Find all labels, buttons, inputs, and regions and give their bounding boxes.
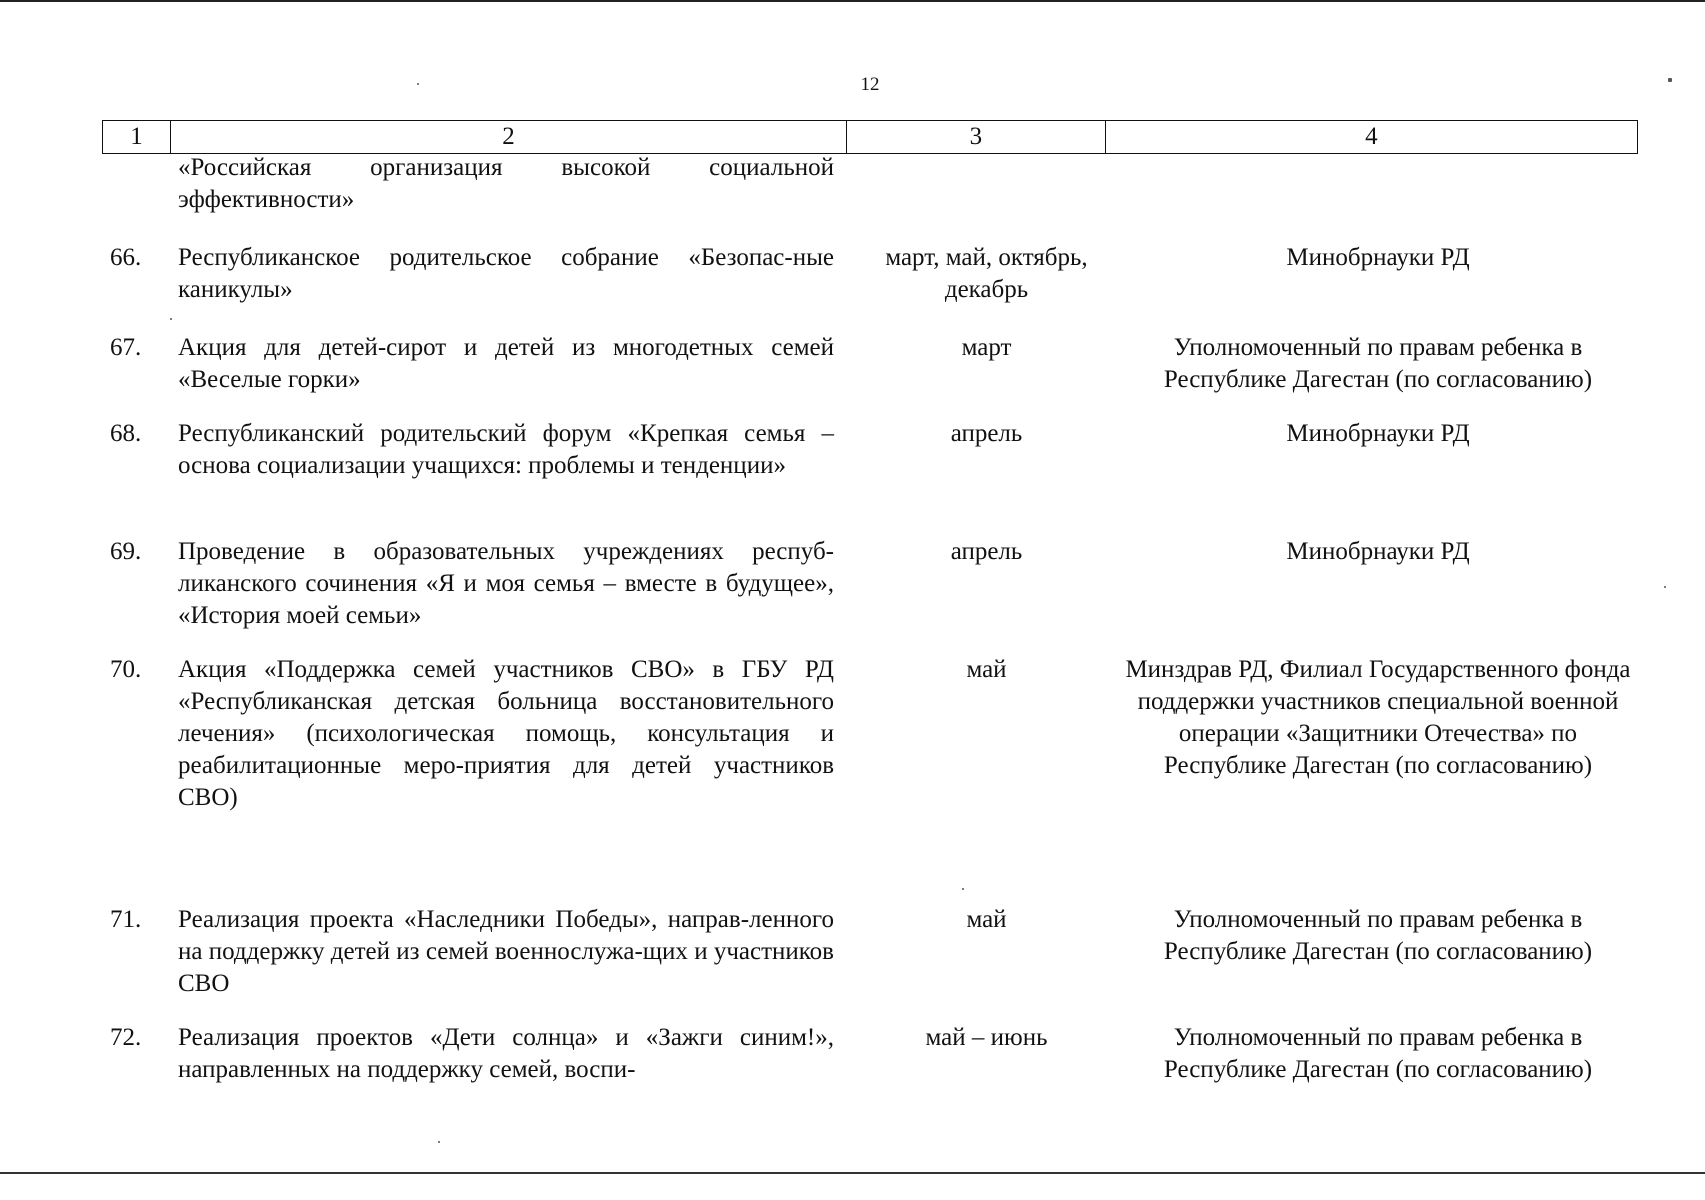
row-event: Акция для детей-сирот и детей из многодетных семей «Веселые горки» [178,334,834,393]
row-number: 68. [110,420,142,447]
row-responsible: Уполномоченный по правам ребенка в Республике Дагестан (по согласованию) [1163,1024,1593,1083]
row-period: апрель [950,420,1023,447]
table-header-row [102,120,1638,154]
row-responsible: Минздрав РД, Филиал Государственного фонда поддержки участников специальной военной операции «Защитники Отечества» по Республике Дагестан (по согласованию) [1125,656,1631,779]
scan-speck [1664,586,1666,588]
row-event: Республиканское родительское собрание «Безопас-ные каникулы» [178,244,834,303]
scan-speck [1668,78,1672,82]
row-period: май [966,656,1007,683]
row-period: апрель [950,538,1023,565]
scan-speck [417,83,419,85]
row-number: 72. [110,1024,142,1051]
row-responsible: Уполномоченный по правам ребенка в Республике Дагестан (по согласованию) [1163,334,1593,393]
scan-speck [438,1141,440,1143]
row-responsible: Минобрнауки РД [1286,538,1470,565]
row-responsible: Минобрнауки РД [1286,420,1470,447]
column-header-4: 4 [1365,123,1378,150]
row-period: май [966,906,1007,933]
row-number: 66. [110,244,142,271]
row-period: март, май, октябрь, декабрь [885,244,1088,303]
page-number: 12 [860,74,880,95]
row-number: 71. [110,906,142,933]
row-responsible: Уполномоченный по правам ребенка в Республике Дагестан (по согласованию) [1163,906,1593,965]
scan-speck [962,888,964,890]
page-bottom-edge [0,1172,1705,1174]
row-event: Республиканский родительский форум «Крепкая семья – основа социализации учащихся: проблемы и тенденции» [178,420,834,479]
row-number: 69. [110,538,142,565]
row-event: Реализация проектов «Дети солнца» и «Зажги синим!», направленных на поддержку семей, воспи- [178,1024,834,1083]
column-header-3: 3 [847,121,1106,153]
row-period: март [961,334,1012,361]
row-period: май – июнь [925,1024,1048,1051]
row-event: Акция «Поддержка семей участников СВО» в ГБУ РД «Республиканская детская больница восстановительного лечения» (психологическая помощь, консультация и реабилитационные меро-приятия для детей участников СВО) [178,656,834,811]
column-header-1: 1 [103,121,171,153]
page-top-edge [0,0,1705,2]
continued-event-text: «Российская организация высокой социальной эффективности» [178,154,834,213]
row-responsible: Минобрнауки РД [1286,244,1470,271]
scan-speck [170,318,172,320]
row-number: 67. [110,334,142,361]
row-number: 70. [110,656,142,683]
column-header-2: 2 [171,121,847,153]
row-event: Реализация проекта «Наследники Победы», направ-ленного на поддержку детей из семей военнослужа-щих и участников СВО [178,906,834,997]
row-event: Проведение в образовательных учреждениях респуб-ликанского сочинения «Я и моя семья – вместе в будущее», «История моей семьи» [178,538,834,629]
